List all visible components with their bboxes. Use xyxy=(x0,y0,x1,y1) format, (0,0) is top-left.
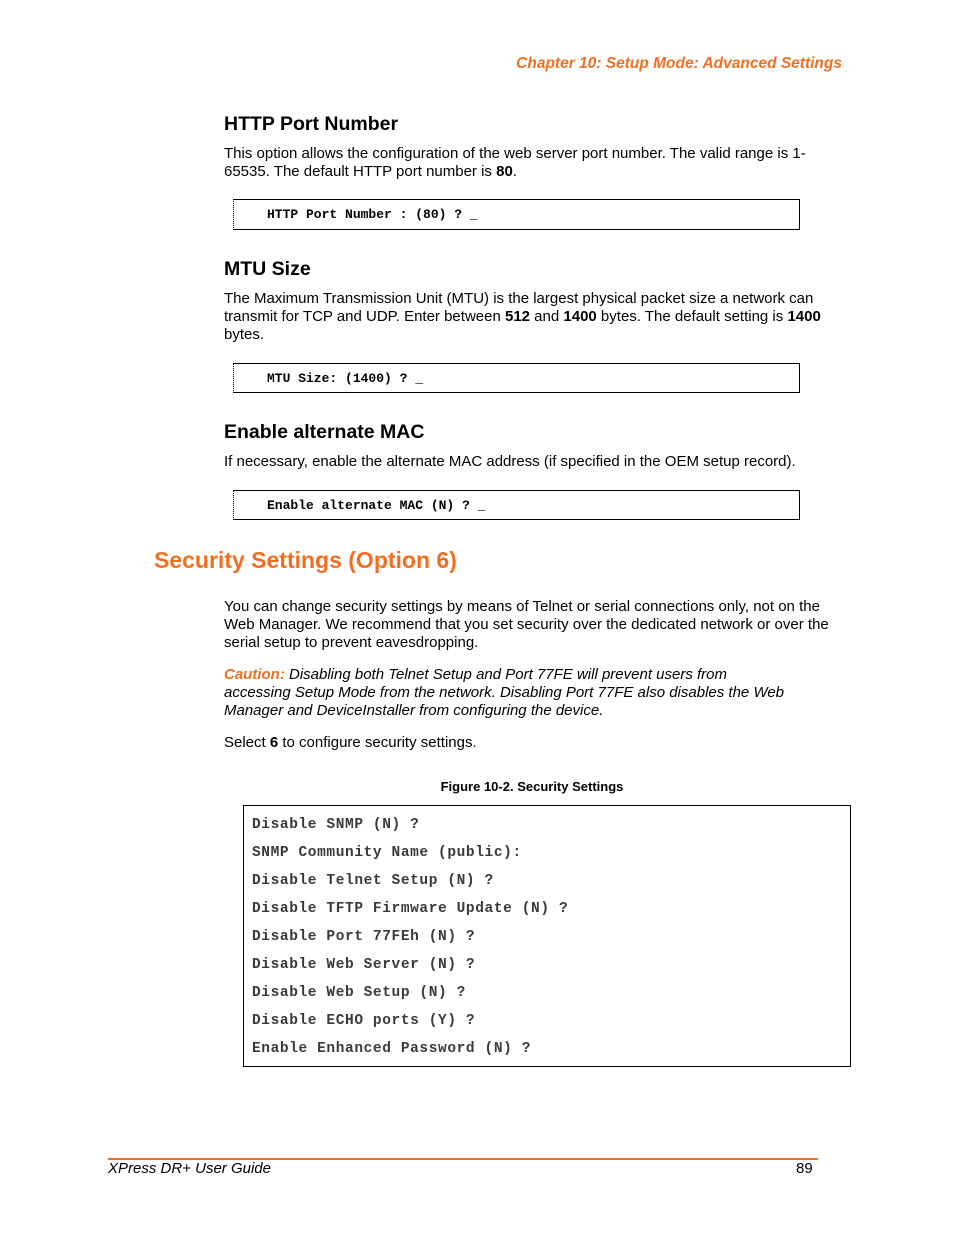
caution-text: Disabling both Telnet Setup and Port 77FE will prevent users from accessing Setup Mode from the network. Disabling Port 77FE also disables the Web Manager and DeviceInstaller from configuring the device. xyxy=(224,666,785,719)
mtu-size-code: MTU Size: (1400) ? _ xyxy=(267,371,424,386)
chapter-header: Chapter 10: Setup Mode: Advanced Settings xyxy=(516,55,842,72)
caution-note xyxy=(224,666,794,720)
select-option-instruction: Select 6 to configure security settings. xyxy=(224,734,477,751)
http-port-code: HTTP Port Number : (80) ? _ xyxy=(267,207,478,222)
caution-label: Caution: xyxy=(224,666,285,683)
mtu-size-code-box xyxy=(233,363,800,393)
terminal-line: Disable ECHO ports (Y) ? xyxy=(252,1013,476,1029)
alternate-mac-heading: Enable alternate MAC xyxy=(224,421,425,443)
terminal-line: Disable Telnet Setup (N) ? xyxy=(252,873,494,889)
security-settings-terminal xyxy=(243,805,851,1067)
mtu-size-heading: MTU Size xyxy=(224,258,311,280)
alternate-mac-code: Enable alternate MAC (N) ? _ xyxy=(267,498,486,513)
page-number: 89 xyxy=(796,1160,813,1177)
terminal-line: Enable Enhanced Password (N) ? xyxy=(252,1041,532,1057)
mtu-size-description: The Maximum Transmission Unit (MTU) is the largest physical packet size a network can transmit for TCP and UDP. Enter between 512 and 1400 bytes. The default setting is 1400 bytes. xyxy=(224,290,821,343)
terminal-line: Disable TFTP Firmware Update (N) ? xyxy=(252,901,569,917)
http-port-heading: HTTP Port Number xyxy=(224,113,399,135)
security-description: You can change security settings by means of Telnet or serial connections only, not on the Web Manager. We recommend that you set security over the dedicated network or over the serial setup to prevent eavesdropping. xyxy=(224,598,829,651)
terminal-line: Disable Web Setup (N) ? xyxy=(252,985,466,1001)
http-port-code-box xyxy=(233,199,800,230)
alternate-mac-code-box xyxy=(233,490,800,520)
alternate-mac-description: If necessary, enable the alternate MAC address (if specified in the OEM setup record). xyxy=(224,453,796,470)
footer-guide-title: XPress DR+ User Guide xyxy=(108,1160,271,1177)
terminal-line: Disable SNMP (N) ? xyxy=(252,817,420,833)
figure-caption: Figure 10-2. Security Settings xyxy=(440,779,624,794)
terminal-line: Disable Web Server (N) ? xyxy=(252,957,476,973)
terminal-line: Disable Port 77FEh (N) ? xyxy=(252,929,476,945)
http-port-description: This option allows the configuration of the web server port number. The valid range is 1-65535. The default HTTP port number is 80. xyxy=(224,145,806,180)
security-settings-heading: Security Settings (Option 6) xyxy=(154,547,457,573)
terminal-line: SNMP Community Name (public): xyxy=(252,845,522,861)
